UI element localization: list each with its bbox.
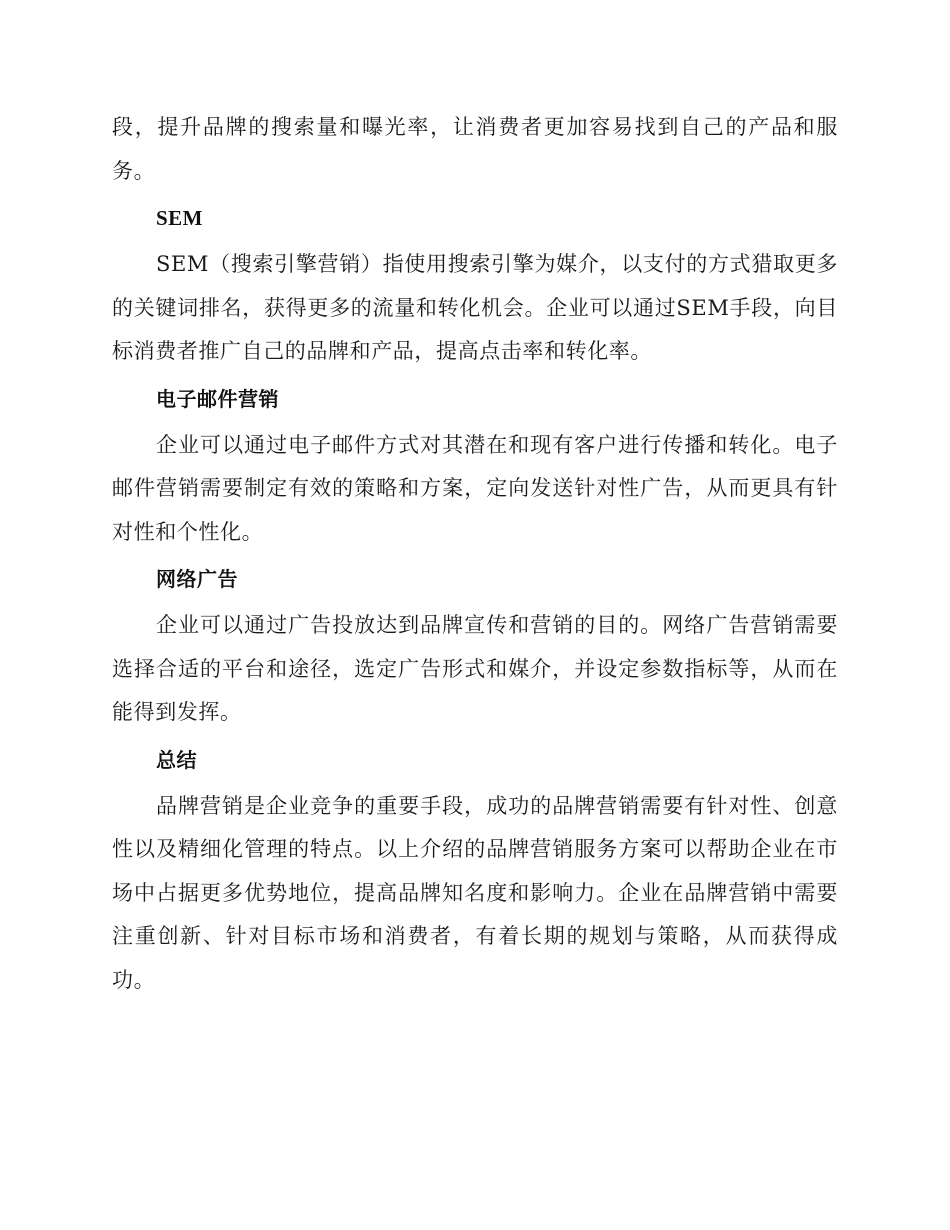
- section-heading-email-marketing: 电子邮件营销: [156, 386, 279, 411]
- intro-paragraph-tail: 段，提升品牌的搜索量和曝光率，让消费者更加容易找到自己的产品和服务。: [112, 115, 838, 183]
- section-body-email-marketing: 企业可以通过电子邮件方式对其潜在和现有客户进行传播和转化。电子邮件营销需要制定有效的策略和方案，定向发送针对性广告，从而更具有针对性和个性化。: [112, 432, 838, 544]
- section-body-sem: SEM（搜索引擎营销）指使用搜索引擎为媒介，以支付的方式猎取更多的关键词排名，获得更多的流量和转化机会。企业可以通过SEM手段，向目标消费者推广自己的品牌和产品，提高点击率和转化率。: [112, 252, 838, 363]
- section-heading-online-ads: 网络广告: [156, 567, 238, 591]
- section-body-online-ads: 企业可以通过广告投放达到品牌宣传和营销的目的。网络广告营销需要选择合适的平台和途径，选定广告形式和媒介，并设定参数指标等，从而在能得到发挥。: [112, 613, 838, 724]
- section-body-summary: 品牌营销是企业竞争的重要手段，成功的品牌营销需要有针对性、创意性以及精细化管理的特点。以上介绍的品牌营销服务方案可以帮助企业在市场中占据更多优势地位，提高品牌知名度和影响力。企业在品牌营销中需要注重创新、针对目标市场和消费者，有着长期的规划与策略，从而获得成功。: [112, 793, 838, 992]
- section-heading-sem: SEM: [156, 206, 204, 230]
- document-body: [112, 106, 838, 1002]
- section-heading-summary: 总结: [156, 747, 197, 772]
